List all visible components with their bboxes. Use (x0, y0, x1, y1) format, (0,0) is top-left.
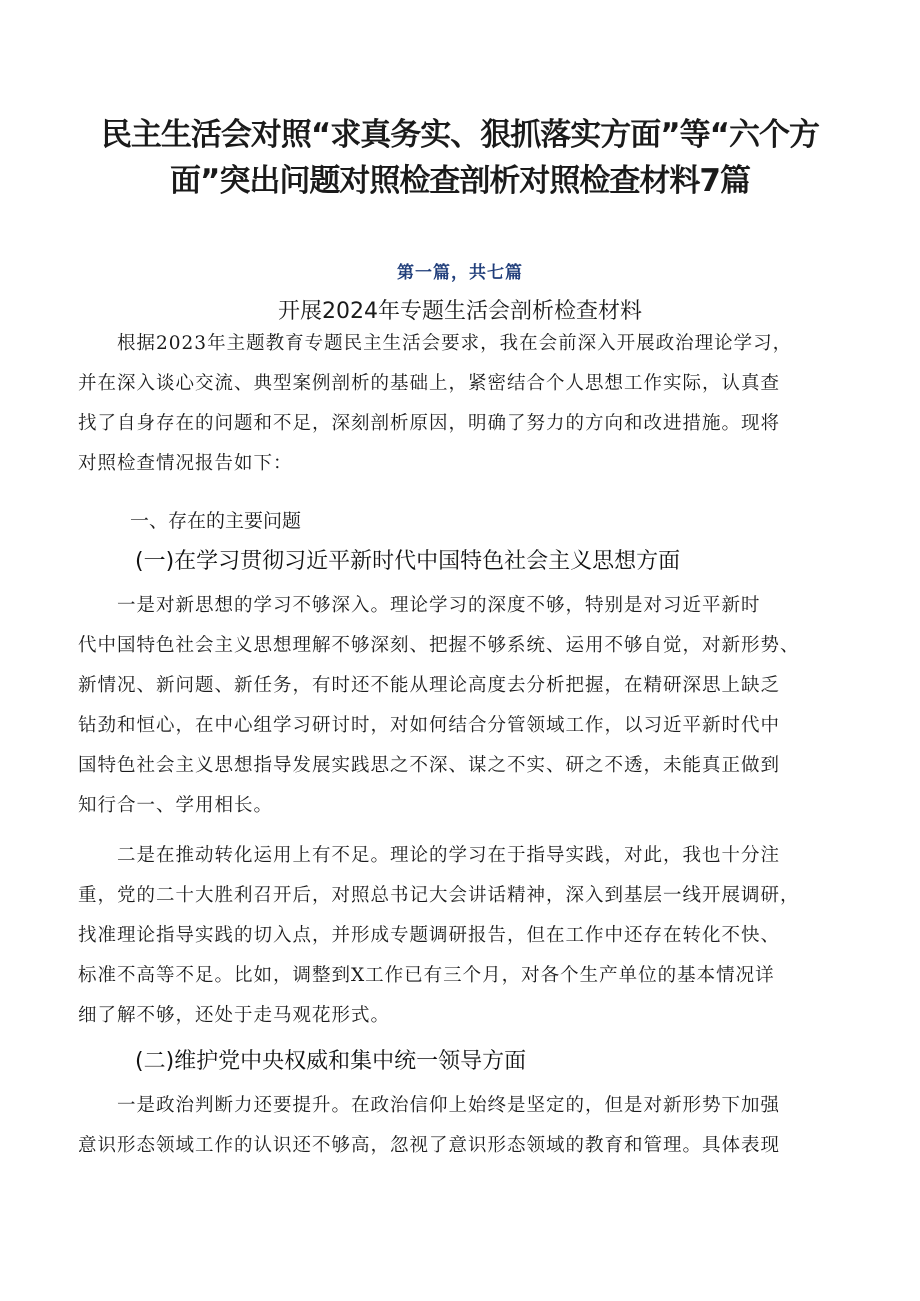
paragraph-line: 根据2023年主题教育专题民主生活会要求，我在会前深入开展政治理论学习， (78, 333, 793, 354)
paragraph-line: 一是对新思想的学习不够深入。理论学习的深度不够，特别是对习近平新时 (78, 595, 761, 616)
paragraph-line: 一是政治判断力还要提升。在政治信仰上始终是坚定的，但是对新形势下加强 (78, 1095, 781, 1116)
sub1-paragraph-1 (78, 586, 858, 826)
paragraph-line: 二是在推动转化运用上有不足。理论的学习在于指导实践，对此，我也十分注 (78, 845, 781, 866)
article-title: 开展2024年专题生活会剖析检查材料 (278, 299, 642, 324)
sub-heading-2: (二)维护党中央权威和集中统一领导方面 (135, 1049, 527, 1074)
paragraph-line: 细了解不够，还处于走马观花形式。 (78, 1005, 391, 1026)
sub2-paragraph-1 (78, 1086, 858, 1166)
paragraph-line: 找了自身存在的问题和不足，深刻剖析原因，明确了努力的方向和改进措施。现将 (78, 413, 781, 434)
paragraph-line: 意识形态领域工作的认识还不够高，忽视了意识形态领域的教育和管理。具体表现 (78, 1135, 781, 1156)
title-line-2: 面”突出问题对照检查剖析对照检查材料7篇 (170, 163, 750, 199)
title-line-1: 民主生活会对照“求真务实、狠抓落实方面”等“六个方 (100, 117, 820, 153)
paragraph-line: 并在深入谈心交流、典型案例剖析的基础上，紧密结合个人思想工作实际，认真查 (78, 373, 781, 394)
paragraph-line: 钻劲和恒心，在中心组学习研讨时，对如何结合分管领域工作，以习近平新时代中 (78, 715, 781, 736)
sub1-paragraph-2 (78, 836, 858, 1036)
section-heading-1: 一、存在的主要问题 (130, 510, 302, 532)
document-title (70, 112, 850, 204)
paragraph-line: 找准理论指导实践的切入点，并形成专题调研报告，但在工作中还存在转化不快、 (78, 925, 781, 946)
paragraph-line: 标准不高等不足。比如，调整到X工作已有三个月，对各个生产单位的基本情况详 (78, 965, 775, 986)
paragraph-line: 新情况、新问题、新任务，有时还不能从理论高度去分析把握，在精研深思上缺乏 (78, 675, 781, 696)
paragraph-line: 重，党的二十大胜利召开后，对照总书记大会讲话精神，深入到基层一线开展调研， (78, 885, 800, 906)
part-label: 第一篇，共七篇 (397, 263, 523, 283)
paragraph-line: 国特色社会主义思想指导发展实践思之不深、谋之不实、研之不透，未能真正做到 (78, 755, 781, 776)
sub-heading-1: (一)在学习贯彻习近平新时代中国特色社会主义思想方面 (135, 549, 681, 574)
intro-paragraph (78, 324, 858, 484)
paragraph-line: 代中国特色社会主义思想理解不够深刻、把握不够系统、运用不够自觉，对新形势、 (78, 635, 800, 656)
paragraph-line: 对照检查情况报告如下： (78, 453, 293, 474)
paragraph-line: 知行合一、学用相长。 (78, 795, 274, 816)
